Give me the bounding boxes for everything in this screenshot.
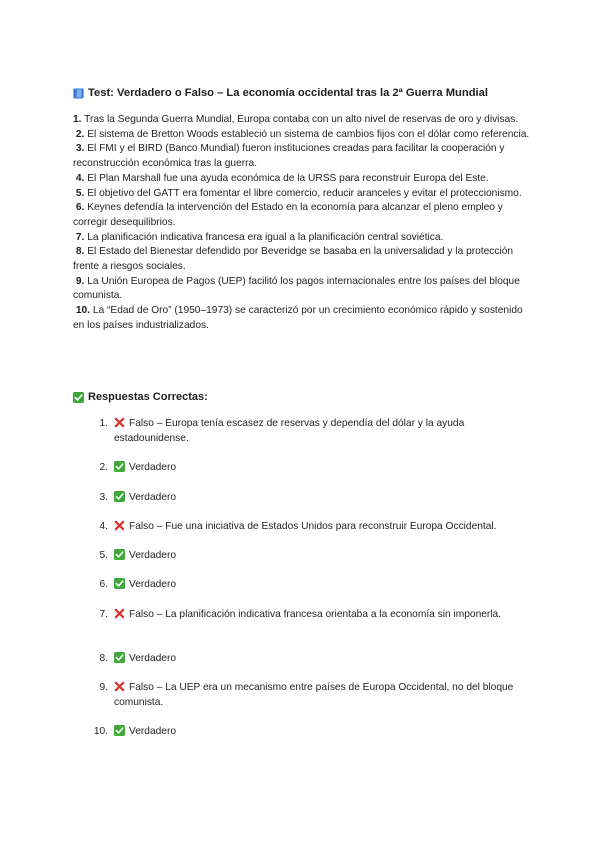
question-number: 6.: [75, 202, 85, 214]
answer-item: [88, 607, 538, 622]
document-title-text: Test: Verdadero o Falso – La economía occidental tras la 2ª Guerra Mundial: [88, 87, 488, 99]
question-number: 9.: [75, 275, 85, 287]
question-number: 2.: [75, 128, 85, 140]
cross-mark-icon: [114, 608, 125, 619]
answer-content: [108, 490, 538, 505]
question-text: Keynes defendía la intervención del Estado en la economía para alcanzar el pleno empleo y corregir desequilibrios.: [73, 202, 503, 228]
question-text: El Estado del Bienestar defendido por Beveridge se basaba en la universalidad y la protección frente a riesgos sociales.: [73, 246, 514, 273]
check-mark-icon: [114, 725, 125, 736]
question-text: La “Edad de Oro” (1950–1973) se caracterizó por un crecimiento económico rápido y sostenido en los países industrializados.: [73, 305, 523, 331]
answer-number: 5.: [99, 550, 108, 561]
answer-content: [108, 416, 538, 446]
question-text: El FMI y el BIRD (Banco Mundial) fueron instituciones creadas para facilitar la cooperación y reconstrucción económica tras la guerra.: [73, 143, 505, 170]
answers-heading: [73, 390, 208, 404]
answer-number: 7.: [99, 609, 108, 620]
answer-item: [88, 460, 538, 475]
question-number: 5.: [75, 187, 85, 199]
question-item: [73, 113, 533, 128]
question-text: El Plan Marshall fue una ayuda económica de la URSS para reconstruir Europa del Este.: [87, 172, 489, 184]
question-item: [73, 128, 533, 143]
question-text: La Unión Europea de Pagos (UEP) facilitó los pagos internacionales entre los países del bloque comunista.: [73, 275, 520, 302]
green-check-box-icon: [73, 392, 84, 403]
answer-content: [108, 680, 538, 710]
answer-item: [88, 724, 538, 739]
document-title: [73, 86, 543, 100]
answer-content: [108, 607, 538, 622]
question-number: 8.: [75, 246, 85, 258]
answer-number: 2.: [99, 462, 108, 473]
answer-number: 6.: [99, 579, 108, 590]
question-number: 10.: [75, 305, 91, 317]
answer-text: Falso – Europa tenía escasez de reservas y dependía del dólar y la ayuda estadounidense.: [114, 418, 465, 444]
answer-item: [88, 680, 538, 710]
question-item: [73, 245, 533, 274]
cross-mark-icon: [114, 520, 125, 531]
answer-text: Falso – Fue una iniciativa de Estados Unidos para reconstruir Europa Occidental.: [129, 521, 497, 532]
answer-text: Verdadero: [129, 579, 177, 590]
check-mark-icon: [114, 652, 125, 663]
question-number: 4.: [75, 172, 85, 184]
question-text: El sistema de Bretton Woods estableció un sistema de cambios fijos con el dólar como referencia.: [87, 128, 530, 140]
answer-text: Falso – La planificación indicativa francesa orientaba a la economía sin imponerla.: [129, 609, 502, 620]
question-item: [73, 304, 533, 333]
cross-mark-icon: [114, 417, 125, 428]
answer-content: [108, 548, 538, 563]
check-mark-icon: [114, 491, 125, 502]
answer-item: [88, 416, 538, 446]
question-number: 7.: [75, 231, 85, 243]
answer-number: 8.: [99, 653, 108, 664]
question-item: [73, 187, 533, 202]
answer-item: [88, 519, 538, 534]
answer-item: [88, 548, 538, 563]
blue-book-icon: [73, 88, 84, 99]
answer-item: [88, 577, 538, 592]
question-item: [73, 231, 533, 246]
answer-number: 4.: [99, 521, 108, 532]
answer-number: 1.: [99, 418, 108, 429]
answer-text: Verdadero: [129, 653, 177, 664]
cross-mark-icon: [114, 681, 125, 692]
question-item: [73, 172, 533, 187]
answer-text: Verdadero: [129, 492, 177, 503]
answer-item: [88, 490, 538, 505]
answer-content: [108, 724, 538, 739]
question-number: 1.: [73, 114, 82, 125]
question-item: [73, 142, 533, 171]
answer-text: Verdadero: [129, 462, 177, 473]
answer-content: [108, 460, 538, 475]
question-list: [73, 113, 533, 334]
answer-content: [108, 651, 538, 666]
question-text: Tras la Segunda Guerra Mundial, Europa contaba con un alto nivel de reservas de oro y divisas.: [84, 114, 519, 125]
check-mark-icon: [114, 549, 125, 560]
answer-text: Falso – La UEP era un mecanismo entre países de Europa Occidental, no del bloque comunista.: [114, 682, 514, 708]
answer-number: 3.: [99, 492, 108, 503]
answer-number: 10.: [93, 726, 108, 737]
question-item: [73, 201, 533, 230]
answer-number: 9.: [99, 682, 108, 693]
answer-text: Verdadero: [129, 726, 177, 737]
answer-item: [88, 651, 538, 666]
question-number: 3.: [75, 143, 85, 155]
check-mark-icon: [114, 578, 125, 589]
check-mark-icon: [114, 461, 125, 472]
answer-content: [108, 519, 538, 534]
answer-text: Verdadero: [129, 550, 177, 561]
question-text: La planificación indicativa francesa era igual a la planificación central soviética.: [87, 231, 444, 243]
question-text: El objetivo del GATT era fomentar el libre comercio, reducir aranceles y evitar el proteccionismo.: [87, 187, 522, 199]
question-item: [73, 275, 533, 304]
answer-content: [108, 577, 538, 592]
answers-heading-text: Respuestas Correctas:: [88, 391, 208, 403]
